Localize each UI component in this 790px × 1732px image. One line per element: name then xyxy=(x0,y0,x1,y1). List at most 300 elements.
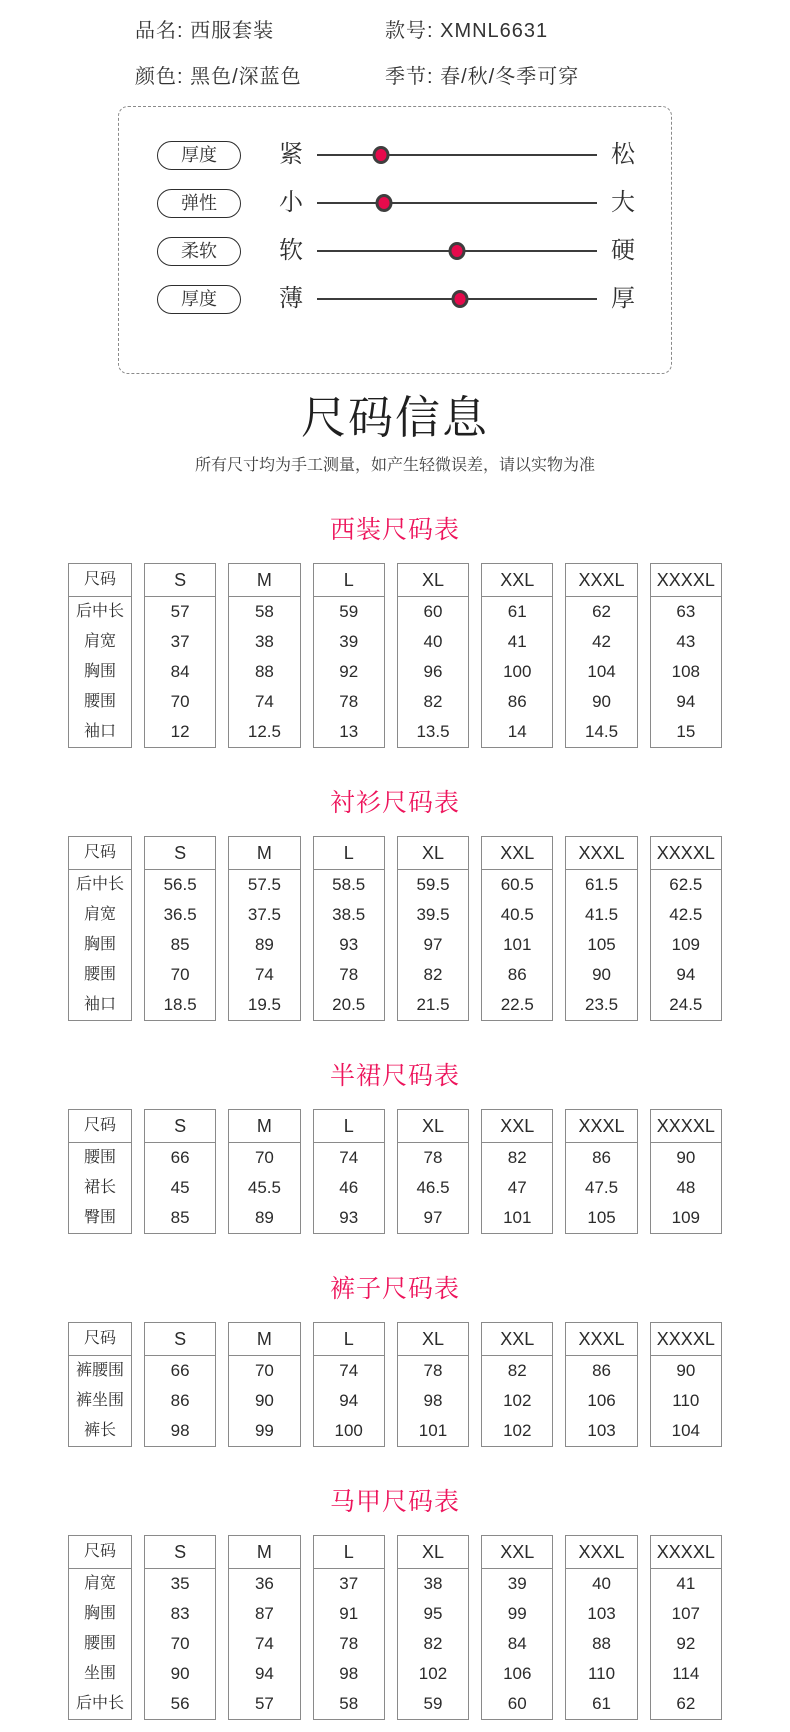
size-value-cell: 41.5 xyxy=(585,905,619,924)
size-value-cell: 90 xyxy=(170,1664,190,1683)
size-column xyxy=(650,1322,722,1447)
size-value-cell: 18.5 xyxy=(163,995,197,1014)
size-value-cell: 83 xyxy=(170,1604,190,1623)
size-value-cell: 57.5 xyxy=(247,875,281,894)
size-value-cell: 114 xyxy=(672,1664,700,1683)
size-column xyxy=(397,1322,469,1447)
scale-left-label: 紧 xyxy=(279,141,303,168)
size-value-cell: 60 xyxy=(423,602,443,621)
size-table xyxy=(0,1535,790,1720)
size-column xyxy=(565,1322,637,1447)
size-header-cell: M xyxy=(229,1323,299,1356)
slider-dot-icon xyxy=(451,290,468,308)
table-label-column xyxy=(68,563,132,748)
size-value-cell: 92 xyxy=(339,662,359,681)
size-value-cell: 82 xyxy=(507,1148,527,1167)
row-label-cell: 肩宽 xyxy=(83,1575,116,1592)
size-value-cell: 19.5 xyxy=(247,995,281,1014)
size-header-cell: XXXL xyxy=(566,1323,636,1356)
page-bottom-spacer xyxy=(0,1720,790,1732)
size-value-cell: 60 xyxy=(507,1694,527,1713)
size-header-cell: S xyxy=(145,837,215,870)
size-value-cell: 22.5 xyxy=(500,995,534,1014)
row-label-cell: 胸围 xyxy=(83,1605,116,1622)
size-value-cell: 102 xyxy=(418,1664,448,1683)
size-value-cell: 98 xyxy=(170,1421,190,1440)
size-value-cell: 84 xyxy=(507,1634,527,1653)
size-column xyxy=(397,836,469,1021)
size-value-cell: 110 xyxy=(587,1664,616,1683)
size-value-cell: 59 xyxy=(339,602,359,621)
size-value-cell: 47.5 xyxy=(585,1178,619,1197)
size-value-cell: 56 xyxy=(170,1694,190,1713)
size-value-cell: 94 xyxy=(339,1391,359,1410)
row-label-cell: 肩宽 xyxy=(83,633,116,650)
size-column xyxy=(650,1109,722,1234)
size-value-cell: 95 xyxy=(423,1604,443,1623)
size-value-cell: 70 xyxy=(170,965,190,984)
table-label-column xyxy=(68,1535,132,1720)
row-label-cell: 胸围 xyxy=(83,936,116,953)
scale-right-label: 厚 xyxy=(611,285,635,312)
row-label-cell: 腰围 xyxy=(83,1635,116,1652)
row-label-cell: 裤坐围 xyxy=(75,1392,124,1409)
size-value-cell: 108 xyxy=(671,662,701,681)
size-value-cell: 42 xyxy=(592,632,611,651)
size-value-cell: 66 xyxy=(170,1361,190,1380)
size-value-cell: 14.5 xyxy=(585,722,619,741)
size-value-cell: 57 xyxy=(170,602,190,621)
size-value-cell: 105 xyxy=(587,1208,616,1227)
size-value-cell: 38 xyxy=(254,632,274,651)
size-value-cell: 98 xyxy=(423,1391,443,1410)
size-column xyxy=(228,563,300,748)
row-label-cell: 裤长 xyxy=(83,1422,116,1439)
size-value-cell: 90 xyxy=(676,1148,696,1167)
size-value-cell: 103 xyxy=(587,1604,616,1623)
size-value-cell: 100 xyxy=(334,1421,363,1440)
size-value-cell: 45.5 xyxy=(247,1178,281,1197)
size-header-cell: S xyxy=(145,1110,215,1143)
size-value-cell: 43 xyxy=(676,632,696,651)
size-value-cell: 13.5 xyxy=(416,722,450,741)
table-label-column xyxy=(68,1109,132,1234)
size-value-cell: 21.5 xyxy=(416,995,450,1014)
size-header-cell: M xyxy=(229,564,299,597)
size-header-cell: L xyxy=(314,564,384,597)
size-table-section xyxy=(0,1061,790,1234)
product-info-row xyxy=(135,60,790,89)
size-column xyxy=(228,836,300,1021)
size-header-cell: M xyxy=(229,1536,299,1569)
row-label-cell: 腰围 xyxy=(83,966,116,983)
size-column xyxy=(313,563,385,748)
size-info-title: 尺码信息 xyxy=(300,392,489,443)
size-value-cell: 84 xyxy=(170,662,190,681)
size-column xyxy=(481,836,553,1021)
size-header-cell: XXXXL xyxy=(651,1323,721,1356)
size-column xyxy=(144,1109,216,1234)
size-value-cell: 90 xyxy=(676,1361,696,1380)
table-title: 半裙尺码表 xyxy=(329,1062,460,1090)
size-value-cell: 78 xyxy=(423,1361,443,1380)
table-title: 衬衫尺码表 xyxy=(329,789,460,817)
table-title: 裤子尺码表 xyxy=(329,1275,460,1303)
size-value-cell: 86 xyxy=(507,965,527,984)
size-info-heading xyxy=(0,390,790,475)
slider-track xyxy=(317,154,597,156)
size-value-cell: 102 xyxy=(503,1421,532,1440)
size-column xyxy=(397,563,469,748)
size-value-cell: 36 xyxy=(254,1574,274,1593)
size-value-cell: 85 xyxy=(170,1208,190,1227)
size-value-cell: 61 xyxy=(507,602,527,621)
size-value-cell: 39 xyxy=(339,632,359,651)
size-header-cell: XL xyxy=(398,837,468,870)
size-value-cell: 74 xyxy=(254,692,274,711)
size-value-cell: 20.5 xyxy=(332,995,366,1014)
row-label-cell: 袖口 xyxy=(83,996,116,1013)
size-value-cell: 86 xyxy=(592,1148,611,1167)
size-header-cell: M xyxy=(229,837,299,870)
size-value-cell: 59 xyxy=(423,1694,443,1713)
size-header-cell: L xyxy=(314,837,384,870)
size-column xyxy=(650,836,722,1021)
size-value-cell: 58 xyxy=(339,1694,359,1713)
size-value-cell: 36.5 xyxy=(163,905,197,924)
size-value-cell: 24.5 xyxy=(669,995,703,1014)
size-header-cell: S xyxy=(145,564,215,597)
size-column xyxy=(565,1109,637,1234)
size-header-cell: XXXL xyxy=(566,837,636,870)
size-column xyxy=(228,1535,300,1720)
size-column xyxy=(650,563,722,748)
size-value-cell: 14 xyxy=(507,722,527,741)
size-table-section xyxy=(0,1274,790,1447)
size-tables xyxy=(0,515,790,1720)
size-column xyxy=(565,836,637,1021)
size-value-cell: 70 xyxy=(254,1148,274,1167)
row-label-cell: 臀围 xyxy=(83,1209,116,1226)
size-value-cell: 37 xyxy=(339,1574,359,1593)
size-value-cell: 58 xyxy=(254,602,274,621)
size-value-cell: 66 xyxy=(170,1148,190,1167)
attribute-pill: 弹性 xyxy=(157,189,241,218)
table-corner-header: 尺码 xyxy=(69,837,131,870)
size-value-cell: 94 xyxy=(254,1664,274,1683)
size-value-cell: 105 xyxy=(587,935,616,954)
size-value-cell: 107 xyxy=(671,1604,701,1623)
size-value-cell: 101 xyxy=(418,1421,448,1440)
size-table-section xyxy=(0,515,790,748)
size-header-cell: XXXL xyxy=(566,564,636,597)
size-value-cell: 90 xyxy=(592,965,611,984)
size-header-cell: XXXXL xyxy=(651,564,721,597)
size-value-cell: 101 xyxy=(503,1208,532,1227)
size-value-cell: 89 xyxy=(254,935,274,954)
size-header-cell: XL xyxy=(398,564,468,597)
size-header-cell: XXXL xyxy=(566,1110,636,1143)
size-value-cell: 109 xyxy=(671,1208,701,1227)
table-corner-header: 尺码 xyxy=(69,564,131,597)
style-number-field: 款号: XMNL6631 xyxy=(385,20,549,42)
scale-right-label: 大 xyxy=(611,189,635,216)
size-column xyxy=(481,563,553,748)
size-value-cell: 78 xyxy=(339,692,359,711)
size-value-cell: 63 xyxy=(676,602,696,621)
size-column xyxy=(313,1109,385,1234)
size-value-cell: 74 xyxy=(254,965,274,984)
size-table xyxy=(0,1109,790,1234)
size-value-cell: 94 xyxy=(676,965,696,984)
size-value-cell: 93 xyxy=(339,935,359,954)
size-column xyxy=(397,1109,469,1234)
size-value-cell: 97 xyxy=(423,1208,443,1227)
size-column xyxy=(228,1109,300,1234)
table-label-column xyxy=(68,836,132,1021)
size-header-cell: S xyxy=(145,1323,215,1356)
attribute-row xyxy=(157,275,635,323)
size-value-cell: 89 xyxy=(254,1208,274,1227)
scale-left-label: 小 xyxy=(279,189,303,216)
size-table-section xyxy=(0,1487,790,1720)
attribute-row xyxy=(157,227,635,275)
size-value-cell: 101 xyxy=(503,935,532,954)
size-value-cell: 70 xyxy=(170,692,190,711)
size-value-cell: 98 xyxy=(339,1664,359,1683)
size-header-cell: XL xyxy=(398,1110,468,1143)
size-value-cell: 41 xyxy=(676,1574,696,1593)
size-value-cell: 85 xyxy=(170,935,190,954)
product-name-field: 品名: 西服套装 xyxy=(135,20,275,42)
size-table xyxy=(0,836,790,1021)
size-value-cell: 102 xyxy=(503,1391,532,1410)
size-value-cell: 88 xyxy=(592,1634,611,1653)
attribute-row xyxy=(157,179,635,227)
size-value-cell: 38 xyxy=(423,1574,443,1593)
size-value-cell: 37 xyxy=(170,632,190,651)
size-value-cell: 82 xyxy=(507,1361,527,1380)
size-value-cell: 74 xyxy=(339,1148,359,1167)
row-label-cell: 坐围 xyxy=(83,1665,116,1682)
size-value-cell: 86 xyxy=(592,1361,611,1380)
size-value-cell: 104 xyxy=(587,662,616,681)
size-column xyxy=(565,1535,637,1720)
attribute-pill: 厚度 xyxy=(157,285,241,314)
size-header-cell: S xyxy=(145,1536,215,1569)
size-value-cell: 42.5 xyxy=(669,905,703,924)
size-header-cell: XXXXL xyxy=(651,837,721,870)
size-column xyxy=(565,563,637,748)
size-value-cell: 40 xyxy=(592,1574,611,1593)
size-column xyxy=(313,836,385,1021)
size-column xyxy=(313,1322,385,1447)
size-value-cell: 40 xyxy=(423,632,443,651)
table-title: 马甲尺码表 xyxy=(329,1488,460,1516)
size-header-cell: M xyxy=(229,1110,299,1143)
size-value-cell: 62 xyxy=(676,1694,696,1713)
size-value-cell: 62.5 xyxy=(669,875,703,894)
season-field: 季节: 春/秋/冬季可穿 xyxy=(385,66,580,88)
size-value-cell: 62 xyxy=(592,602,611,621)
size-value-cell: 104 xyxy=(671,1421,701,1440)
size-value-cell: 58.5 xyxy=(332,875,366,894)
size-value-cell: 61 xyxy=(592,1694,611,1713)
row-label-cell: 裤腰围 xyxy=(75,1362,124,1379)
row-label-cell: 后中长 xyxy=(75,1695,124,1712)
size-column xyxy=(144,836,216,1021)
size-value-cell: 82 xyxy=(423,965,443,984)
size-value-cell: 39 xyxy=(507,1574,527,1593)
size-value-cell: 90 xyxy=(254,1391,274,1410)
size-table xyxy=(0,1322,790,1447)
size-value-cell: 46 xyxy=(339,1178,359,1197)
size-column xyxy=(313,1535,385,1720)
size-value-cell: 99 xyxy=(507,1604,527,1623)
size-value-cell: 94 xyxy=(676,692,696,711)
size-value-cell: 46.5 xyxy=(416,1178,450,1197)
size-value-cell: 109 xyxy=(671,935,701,954)
row-label-cell: 裙长 xyxy=(83,1179,116,1196)
size-value-cell: 15 xyxy=(676,722,696,741)
size-value-cell: 106 xyxy=(503,1664,532,1683)
size-value-cell: 47 xyxy=(507,1178,527,1197)
size-value-cell: 96 xyxy=(423,662,443,681)
size-value-cell: 86 xyxy=(170,1391,190,1410)
row-label-cell: 腰围 xyxy=(83,693,116,710)
size-value-cell: 97 xyxy=(423,935,443,954)
size-table xyxy=(0,563,790,748)
size-value-cell: 110 xyxy=(672,1391,700,1410)
size-value-cell: 57 xyxy=(254,1694,274,1713)
size-value-cell: 70 xyxy=(170,1634,190,1653)
size-info-subtitle: 所有尺寸均为手工测量，如产生轻微误差，请以实物为准 xyxy=(194,457,595,474)
size-value-cell: 91 xyxy=(339,1604,359,1623)
table-label-column xyxy=(68,1322,132,1447)
size-column xyxy=(481,1322,553,1447)
size-value-cell: 12.5 xyxy=(247,722,281,741)
slider-dot-icon xyxy=(449,242,466,260)
size-value-cell: 99 xyxy=(254,1421,274,1440)
table-corner-header: 尺码 xyxy=(69,1323,131,1356)
size-value-cell: 74 xyxy=(254,1634,274,1653)
size-header-cell: XXL xyxy=(482,1323,552,1356)
size-value-cell: 48 xyxy=(676,1178,696,1197)
size-value-cell: 86 xyxy=(507,692,527,711)
size-value-cell: 23.5 xyxy=(585,995,619,1014)
attribute-pill: 厚度 xyxy=(157,141,241,170)
size-table-section xyxy=(0,788,790,1021)
size-value-cell: 82 xyxy=(423,1634,443,1653)
size-value-cell: 78 xyxy=(339,965,359,984)
size-value-cell: 88 xyxy=(254,662,274,681)
slider-track xyxy=(317,298,597,300)
size-value-cell: 56.5 xyxy=(163,875,197,894)
slider-dot-icon xyxy=(373,146,390,164)
size-value-cell: 60.5 xyxy=(500,875,534,894)
size-value-cell: 82 xyxy=(423,692,443,711)
table-title: 西装尺码表 xyxy=(329,516,460,544)
size-value-cell: 41 xyxy=(507,632,527,651)
row-label-cell: 袖口 xyxy=(83,723,116,740)
slider-dot-icon xyxy=(376,194,393,212)
size-value-cell: 70 xyxy=(254,1361,274,1380)
scale-left-label: 软 xyxy=(279,237,303,264)
size-value-cell: 39.5 xyxy=(416,905,450,924)
size-value-cell: 74 xyxy=(339,1361,359,1380)
size-header-cell: L xyxy=(314,1110,384,1143)
size-column xyxy=(650,1535,722,1720)
table-corner-header: 尺码 xyxy=(69,1110,131,1143)
color-field: 颜色: 黑色/深蓝色 xyxy=(135,66,302,88)
size-header-cell: XL xyxy=(398,1323,468,1356)
row-label-cell: 肩宽 xyxy=(83,906,116,923)
size-header-cell: XXL xyxy=(482,837,552,870)
size-value-cell: 87 xyxy=(254,1604,274,1623)
size-header-cell: L xyxy=(314,1323,384,1356)
row-label-cell: 后中长 xyxy=(75,876,124,893)
size-value-cell: 93 xyxy=(339,1208,359,1227)
size-header-cell: XXXXL xyxy=(651,1110,721,1143)
size-value-cell: 35 xyxy=(170,1574,190,1593)
row-label-cell: 腰围 xyxy=(83,1149,116,1166)
size-header-cell: XXL xyxy=(482,1536,552,1569)
size-value-cell: 90 xyxy=(592,692,611,711)
size-header-cell: XXL xyxy=(482,564,552,597)
size-header-cell: XL xyxy=(398,1536,468,1569)
size-value-cell: 106 xyxy=(587,1391,616,1410)
size-value-cell: 78 xyxy=(339,1634,359,1653)
scale-left-label: 薄 xyxy=(279,285,303,312)
size-column xyxy=(228,1322,300,1447)
slider-track xyxy=(317,202,597,204)
size-column xyxy=(481,1535,553,1720)
fabric-attributes-box xyxy=(118,106,672,374)
size-value-cell: 78 xyxy=(423,1148,443,1167)
size-column xyxy=(397,1535,469,1720)
row-label-cell: 胸围 xyxy=(83,663,116,680)
size-header-cell: XXXL xyxy=(566,1536,636,1569)
size-column xyxy=(144,563,216,748)
attribute-pill: 柔软 xyxy=(157,237,241,266)
slider-track xyxy=(317,250,597,252)
size-column xyxy=(144,1535,216,1720)
row-label-cell: 后中长 xyxy=(75,603,124,620)
size-value-cell: 38.5 xyxy=(332,905,366,924)
size-value-cell: 37.5 xyxy=(247,905,281,924)
size-value-cell: 45 xyxy=(170,1178,190,1197)
size-value-cell: 40.5 xyxy=(500,905,534,924)
scale-right-label: 松 xyxy=(611,141,635,168)
size-column xyxy=(481,1109,553,1234)
size-value-cell: 61.5 xyxy=(585,875,619,894)
size-value-cell: 103 xyxy=(587,1421,616,1440)
size-column xyxy=(144,1322,216,1447)
product-info-header xyxy=(0,0,790,89)
table-corner-header: 尺码 xyxy=(69,1536,131,1569)
attribute-row xyxy=(157,131,635,179)
size-value-cell: 12 xyxy=(170,722,190,741)
product-info-row xyxy=(135,14,790,43)
size-header-cell: L xyxy=(314,1536,384,1569)
size-header-cell: XXL xyxy=(482,1110,552,1143)
size-value-cell: 100 xyxy=(503,662,532,681)
size-value-cell: 13 xyxy=(339,722,359,741)
scale-right-label: 硬 xyxy=(611,237,635,264)
size-value-cell: 59.5 xyxy=(416,875,450,894)
size-header-cell: XXXXL xyxy=(651,1536,721,1569)
size-value-cell: 92 xyxy=(676,1634,696,1653)
